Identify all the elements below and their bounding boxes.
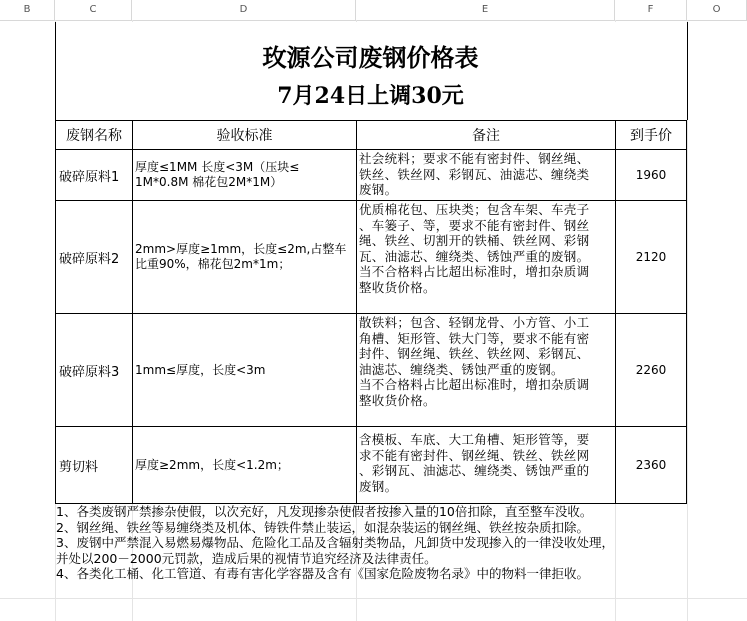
standard-line: 1mm≤厚度，长度<3m xyxy=(135,362,266,377)
footer-note: 4、各类化工桶、化工管道、有毒有害化学容器及含有《国家危险废物名录》中的物料一律拒收。 xyxy=(56,566,589,581)
table-row-name[interactable]: 破碎原料2 xyxy=(55,200,133,314)
header-name[interactable]: 废钢名称 xyxy=(55,120,133,150)
footer-notes[interactable] xyxy=(56,504,716,582)
header-price[interactable]: 到手价 xyxy=(615,120,687,150)
note-line: 整收货价格。 xyxy=(359,392,436,408)
note-line: 角槽、矩形管、铁大门等，要求不能有密 xyxy=(359,330,590,346)
note-line: 当不合格料占比超出标准时，增扣杂质调 xyxy=(359,377,590,392)
table-row-notes[interactable] xyxy=(356,426,616,504)
table-row-standard[interactable] xyxy=(132,200,357,314)
footer-note: 并处以200－2000元罚款，造成后果的视情节追究经济及法律责任。 xyxy=(56,550,437,566)
table-row-price[interactable]: 2360 xyxy=(615,426,687,504)
table-row-price[interactable]: 1960 xyxy=(615,149,687,201)
note-line: 封件、钢丝绳、铁丝、铁丝网、彩钢瓦、 xyxy=(359,346,590,361)
footer-note: 2、钢丝绳、铁丝等易缠绕类及机体、铸铁件禁止装运，如混杂装运的钢丝绳、铁丝按杂质扣除。 xyxy=(56,519,589,535)
table-row-standard[interactable] xyxy=(132,426,357,504)
note-line: 铁丝、铁丝网、彩钢瓦、油滤芯、缠绕类 xyxy=(359,166,590,182)
note-line: 绳、铁丝、切割开的铁桶、铁丝网、彩钢 xyxy=(359,233,590,248)
column-header-f[interactable]: F xyxy=(615,0,687,20)
standard-line: 厚度≥2mm，长度<1.2m； xyxy=(135,457,289,472)
footer-note: 1、各类废钢严禁掺杂使假，以次充好，凡发现掺杂使假者按掺入量的10倍扣除，直至整车没收。 xyxy=(56,504,593,519)
column-header-o[interactable]: O xyxy=(687,0,747,20)
table-row-standard[interactable] xyxy=(132,313,357,427)
table-row-notes[interactable] xyxy=(356,200,616,314)
footer-note: 3、废钢中严禁混入易燃易爆物品、危险化工品及含辐射类物品，凡卸货中发现掺入的一律没收处理， xyxy=(56,535,614,550)
column-header-d[interactable]: D xyxy=(132,0,356,20)
note-line: 瓦、油滤芯、缠绕类、锈蚀严重的废钢。 xyxy=(359,248,590,264)
table-row-standard[interactable] xyxy=(132,149,357,201)
table-row-price[interactable]: 2120 xyxy=(615,200,687,314)
table-row-name[interactable]: 破碎原料1 xyxy=(55,149,133,201)
note-line: 整收货价格。 xyxy=(359,279,436,295)
note-line: 油滤芯、缠绕类、锈蚀严重的废钢。 xyxy=(359,361,564,377)
page-title: 玫源公司废钢价格表 xyxy=(262,43,479,72)
table-row-name[interactable]: 剪切料 xyxy=(55,426,133,504)
note-line: 、车篓子、等，要求不能有密封件、钢丝 xyxy=(359,217,590,233)
note-line: 废钢。 xyxy=(359,182,398,197)
note-line: 社会统料；要求不能有密封件、钢丝绳、 xyxy=(359,151,590,166)
column-header-b[interactable]: B xyxy=(0,0,55,20)
column-header-c[interactable]: C xyxy=(55,0,132,20)
table-row-name[interactable]: 破碎原料3 xyxy=(55,313,133,427)
standard-line: 2mm>厚度≥1mm，长度≤2m,占整车 xyxy=(135,242,347,256)
page-subtitle: 7月24日上调30元 xyxy=(277,83,464,109)
standard-line: 比重90%，棉花包2m*1m； xyxy=(135,257,291,271)
note-line: 散铁料；包含、轻钢龙骨、小方管、小工 xyxy=(359,315,590,330)
header-standard[interactable]: 验收标准 xyxy=(132,120,357,150)
column-header-bar xyxy=(0,0,747,21)
note-line: 废钢。 xyxy=(359,478,398,494)
standard-line: 1M*0.8M 棉花包2M*1M） xyxy=(135,175,283,189)
table-row-price[interactable]: 2260 xyxy=(615,313,687,427)
note-line: 、彩钢瓦、油滤芯、缠绕类、锈蚀严重的 xyxy=(359,463,590,478)
standard-line: 厚度≤1MM 长度<3M（压块≤ xyxy=(135,160,300,174)
grid-line xyxy=(0,598,747,599)
table-row-notes[interactable] xyxy=(356,313,616,427)
table-row-notes[interactable] xyxy=(356,149,616,201)
note-line: 优质棉花包、压块类；包含车架、车壳子 xyxy=(359,202,590,217)
note-line: 当不合格料占比超出标准时，增扣杂质调 xyxy=(359,264,590,279)
header-notes[interactable]: 备注 xyxy=(356,120,616,150)
column-header-e[interactable]: E xyxy=(356,0,615,20)
note-line: 求不能有密封件、钢丝绳、铁丝、铁丝网 xyxy=(359,447,590,463)
note-line: 含模板、车底、大工角槽、矩形管等，要 xyxy=(359,432,590,447)
